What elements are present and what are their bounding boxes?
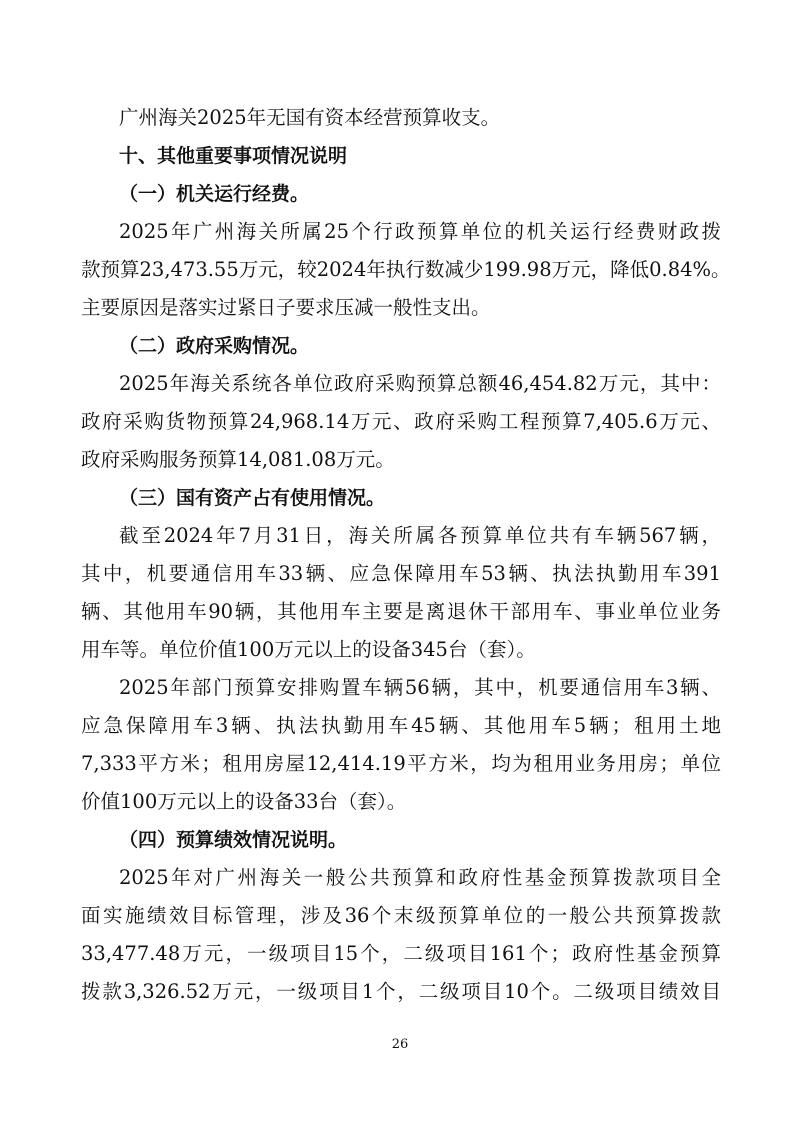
paragraph-line: 面实施绩效目标管理，涉及36个末级预算单位的一般公共预算拨款 (81, 904, 721, 927)
subsection-heading-assets: （三）国有资产占有使用情况。 (119, 487, 386, 509)
paragraph-line: 款预算23,473.55万元，较2024年执行数减少199.98万元，降低0.84%。 (81, 258, 731, 281)
paragraph-line: 政府采购服务预算14,081.08万元。 (81, 448, 395, 471)
paragraph-line: 拨款3,326.52万元，一级项目1个，二级项目10个。二级项目绩效目 (81, 980, 721, 1003)
paragraph-line: 2025年广州海关所属25个行政预算单位的机关运行经费财政拨 (119, 220, 721, 243)
paragraph-line: 截至2024年7月31日，海关所属各预算单位共有车辆567辆， (119, 524, 721, 547)
paragraph-line: 辆、其他用车90辆，其他用车主要是离退休干部用车、事业单位业务 (81, 600, 721, 623)
paragraph-line: 2025年部门预算安排购置车辆56辆，其中，机要通信用车3辆、 (119, 676, 721, 699)
subsection-heading-procurement: （二）政府采购情况。 (119, 335, 310, 357)
paragraph-line: 7,333平方米；租用房屋12,414.19平方米，均为租用业务用房；单位 (81, 752, 721, 775)
subsection-heading-performance: （四）预算绩效情况说明。 (119, 829, 348, 851)
paragraph-line: 2025年海关系统各单位政府采购预算总额46,454.82万元，其中： (119, 372, 721, 395)
subsection-heading-running-costs: （一）机关运行经费。 (119, 183, 310, 205)
paragraph-line: 用车等。单位价值100万元以上的设备345台（套）。 (81, 638, 536, 661)
paragraph-line: 其中，机要通信用车33辆、应急保障用车53辆、执法执勤用车391 (81, 562, 721, 585)
paragraph-line: 政府采购货物预算24,968.14万元、政府采购工程预算7,405.6万元、 (81, 410, 721, 433)
page-number: 26 (391, 1037, 409, 1052)
paragraph-line: 主要原因是落实过紧日子要求压减一般性支出。 (81, 296, 491, 319)
paragraph-line: 2025年对广州海关一般公共预算和政府性基金预算拨款项目全 (119, 866, 721, 889)
paragraph-line: 广州海关2025年无国有资本经营预算收支。 (119, 106, 501, 129)
section-heading: 十、其他重要事项情况说明 (119, 145, 348, 167)
paragraph-line: 应急保障用车3辆、执法执勤用车45辆、其他用车5辆；租用土地 (81, 714, 721, 737)
paragraph-line: 价值100万元以上的设备33台（套）。 (81, 790, 407, 813)
paragraph-line: 33,477.48万元，一级项目15个，二级项目161个；政府性基金预算 (81, 942, 721, 965)
